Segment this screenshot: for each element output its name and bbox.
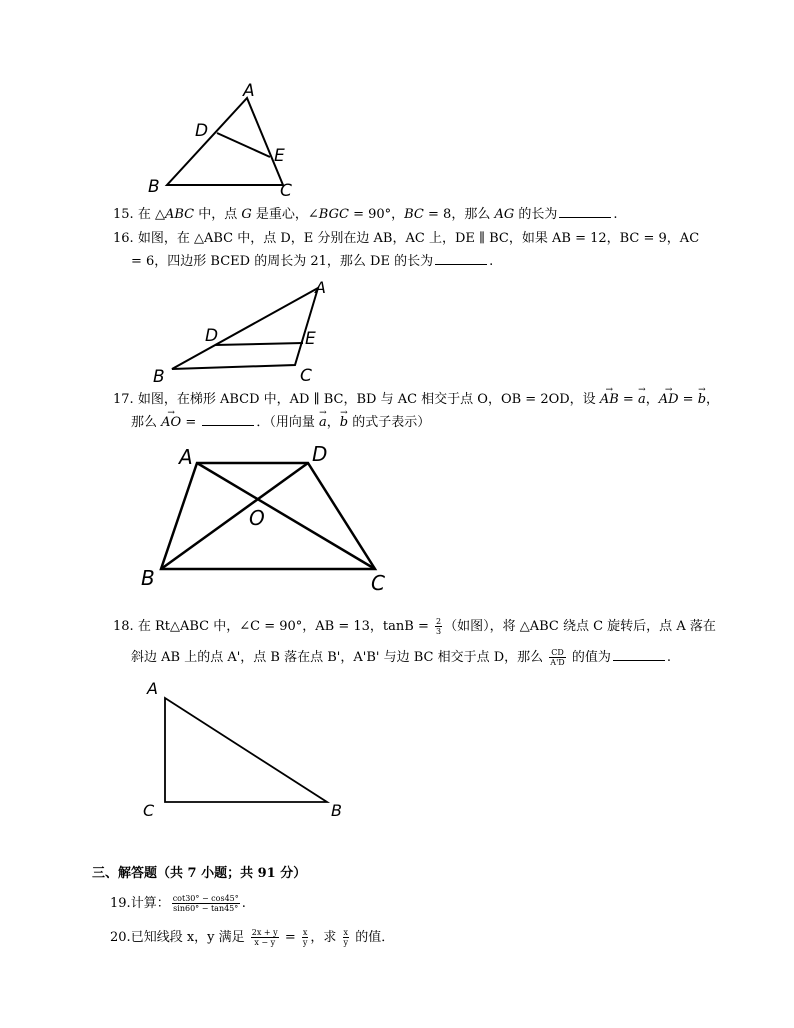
- answer-blank[interactable]: [202, 413, 254, 426]
- question-19: 19.计算： $\frac{\cot 30^\circ - \cos 45^\circ}{\sin 60^\circ - \tan 45^\circ}$ .: [110, 894, 246, 913]
- label-c: C: [371, 571, 385, 595]
- q16-number: 16.: [113, 231, 134, 246]
- label-b: B: [331, 801, 342, 820]
- question-20: 20.已知线段 x，y 满足 $\frac{2x + y}{x - y}$ = $\frac{x}{y}$ ，求 $\frac{x}{y}$ 的值．: [110, 928, 395, 947]
- label-c: C: [143, 801, 155, 820]
- label-a: A: [243, 81, 255, 101]
- section-title: 三、解答题（共 7 小题；共 91 分）: [92, 866, 307, 881]
- ratio-fraction-1: $\frac{2x + y}{x - y}$: [251, 928, 278, 947]
- label-a: A: [315, 278, 326, 297]
- label-d: D: [205, 326, 219, 346]
- label-o: O: [249, 506, 265, 530]
- question-16-line-2: = 6，四边形 BCED 的周长为 21，那么 DE 的长为 .: [131, 254, 494, 269]
- trapezoid-abcd: [161, 463, 375, 569]
- ratio-fraction-3: $\frac{x}{y}$: [343, 928, 349, 947]
- answer-blank[interactable]: [435, 252, 487, 265]
- triangle-abc: [165, 698, 327, 802]
- q15-number: 15.: [113, 207, 134, 222]
- question-15: 15. 在 △ABC 中，点 G 是重心，∠BGC = 90°，BC = 8，那么 AG 的长为 .: [113, 207, 618, 222]
- cd-ad-fraction: $\frac{CD}{A'D}$: [550, 648, 565, 667]
- label-e: E: [305, 329, 316, 349]
- trig-fraction: $\frac{\cot 30^\circ - \cos 45^\circ}{\sin 60^\circ - \tan 45^\circ}$: [172, 894, 239, 913]
- ratio-fraction-2: $\frac{x}{y}$: [302, 928, 308, 947]
- q19-number: 19.: [110, 896, 131, 911]
- segment-de: [215, 343, 303, 345]
- label-b: B: [141, 566, 155, 590]
- label-e: E: [274, 146, 285, 166]
- figure-triangle-ade: [140, 78, 310, 203]
- label-d: D: [195, 121, 209, 141]
- question-18-line-2: 斜边 AB 上的点 A'，点 B 落在点 B'，A'B' 与边 BC 相交于点 D，那么 $\frac{CD}{A'D}$ 的值为 .: [131, 648, 671, 667]
- question-17-line-1: 17. 如图，在梯形 ABCD 中，AD ∥ BC，BD 与 AC 相交于点 O，OB = 2OD，设 → AB = → a，→ AD = → b，: [113, 390, 719, 410]
- answer-blank[interactable]: [559, 205, 611, 218]
- triangle-abc: [167, 98, 283, 185]
- label-c: C: [280, 181, 292, 201]
- q18-number: 18.: [113, 619, 134, 634]
- question-17-line-2: 那么 → AO = ．（用向量 → a，→ b 的式子表示）: [131, 413, 430, 433]
- triangle-abc: [172, 288, 318, 369]
- question-18-line-1: 18. 在 Rt△ABC 中，∠C = 90°，AB = 13，tanB = $\frac{2}{3}$ （如图），将 △ABC 绕点 C 旋转后，点 A 落在: [113, 617, 716, 636]
- q17-number: 17.: [113, 392, 134, 407]
- figure-right-triangle: [135, 678, 360, 823]
- label-b: B: [153, 367, 165, 387]
- q20-number: 20.: [110, 930, 131, 945]
- label-b: B: [148, 177, 160, 197]
- answer-blank[interactable]: [613, 648, 665, 661]
- figure-triangle-ade-2: [145, 275, 345, 385]
- figure-trapezoid: [135, 440, 400, 595]
- tan-fraction: $\frac{2}{3}$: [435, 617, 442, 636]
- question-16-line-1: 16. 如图，在 △ABC 中，点 D，E 分别在边 AB，AC 上，DE ∥ BC，如果 AB = 12，BC = 9，AC: [113, 231, 700, 246]
- label-c: C: [300, 366, 312, 386]
- label-a: A: [179, 445, 193, 469]
- label-a: A: [147, 679, 158, 698]
- label-d: D: [312, 442, 328, 466]
